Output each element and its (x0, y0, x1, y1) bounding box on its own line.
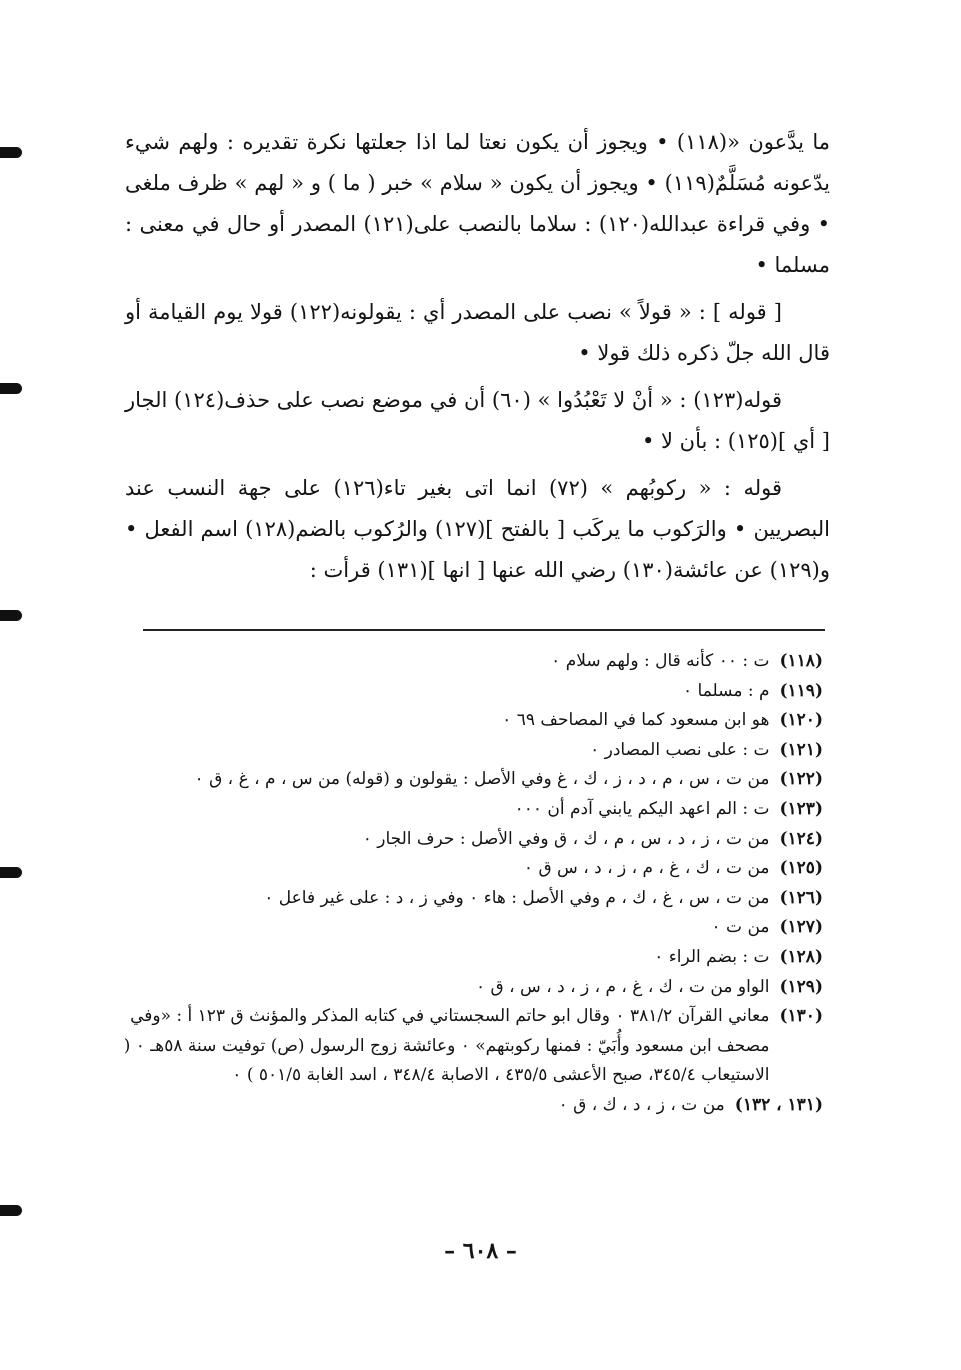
binding-mark (0, 867, 22, 878)
footnote (123, 913, 823, 943)
footnote-number: (١٢٤) (779, 828, 823, 849)
footnote-number: (١٢٥) (779, 858, 823, 879)
footnote-number: (١٣١ ، ١٣٢) (734, 1094, 823, 1115)
footnote-text: ت : على نصب المصادر ٠ (590, 739, 770, 760)
footnote-number: (١٢١) (779, 739, 823, 760)
footnote (123, 825, 823, 855)
footnote-number: (١٢٢) (779, 769, 823, 790)
footnote (123, 677, 823, 707)
main-text (125, 122, 830, 597)
binding-mark (0, 1205, 22, 1216)
footnote-text: من ت ، ك ، غ ، م ، ز ، د ، س ق ٠ (523, 858, 770, 879)
footnote-text: م : مسلما ٠ (682, 680, 770, 701)
binding-mark (0, 147, 22, 158)
footnote-text: الواو من ت ، ك ، غ ، م ، ز ، د ، س ، ق ٠ (476, 976, 770, 997)
paragraph: قوله : « ركوبُهم » (٧٢) انما اتى بغير تاء(١٢٦) على جهة النسب عند البصريين • والرَكوب ما يركَب [ بالفتح ](١٢٧) والرُكوب بالضم(١٢٨) اسم الفعل • و(١٢٩) عن عائشة(١٣٠) رضي الله عنها [ انها ](١٣١) قرأت : (125, 476, 830, 582)
footnote (123, 884, 823, 914)
footnote-number: (١٣٠) (779, 1006, 823, 1027)
footnote-text: ت : الم اعهد اليكم يابني آدم أن ٠٠٠ (514, 798, 770, 819)
paragraph: قوله(١٢٣) : « أنْ لا تَعْبُدُوا » (٦٠) أن في موضع نصب على حذف(١٢٤) الجار [ أي ](١٢٥) : بأن لا • (125, 388, 830, 453)
footnote-text: معاني القرآن ٣٨١/٢ ٠ وقال ابو حاتم السجستاني في كتابه المذكر والمؤنث ق ١٢٣ أ : «وفي مصحف ابن مسعود وأُبَيّ : فمنها ركوبتهم» ٠ وعائشة زوج الرسول (ص) توفيت سنة ٥٨هـ ٠ ( الاستيعاب ٣٤٥/٤، صبح الأعشى ٤٣٥/٥ ، الاصابة ٣٤٨/٤ ، اسد الغابة ٥٠١/٥ ) ٠ (123, 1006, 770, 1086)
footnote-number: (١١٨) (779, 651, 823, 671)
footnote-text: ت : ٠٠ كأنه قال : ولهم سلام ٠ (551, 651, 770, 671)
footnote-text: من ت ، س ، غ ، ك ، م وفي الأصل : هاء ٠ وفي ز ، د : على غير فاعل ٠ (264, 887, 770, 908)
footnote (123, 795, 823, 825)
paragraph: ما يدَّعون «(١١٨) • ويجوز أن يكون نعتا لما اذا جعلتها نكرة تقديره : ولهم شيء يدّعونه مُسَلَّمٌ(١١٩) • ويجوز أن يكون « سلام » خبر ( ما ) و « لهم » ظرف ملغى • وفي قراءة عبدالله(١٢٠) : سلاما بالنصب على(١٢١) المصدر أو حال في معنى : مسلما • (125, 130, 830, 277)
footnote-number: (١٢٩) (779, 976, 823, 997)
footnote-number: (١٢٦) (779, 887, 823, 908)
page-number: – ٦٠٨ – (444, 1238, 517, 1264)
footnote (123, 854, 823, 884)
footnote (123, 647, 823, 677)
footnote-text: من ت ٠ (711, 917, 770, 938)
footnote-text: من ت ، س ، م ، د ، ز ، ك ، غ وفي الأصل : يقولون و (قوله) من س ، م ، غ ، ق ٠ (194, 769, 770, 790)
footnote-number: (١٢٨) (779, 946, 823, 967)
footnote (123, 1002, 823, 1091)
footnote (123, 973, 823, 1003)
footnote-number: (١٢٣) (779, 798, 823, 819)
binding-mark (0, 610, 22, 621)
footnote-text: هو ابن مسعود كما في المصاحف ٦٩ ٠ (502, 710, 770, 731)
footnote-text: ت : بضم الراء ٠ (654, 946, 770, 967)
footnotes (123, 647, 823, 1121)
footnote-number: (١٢٠) (779, 710, 823, 731)
footnote-number: (١١٩) (779, 680, 823, 701)
footnote (123, 765, 823, 795)
footnote (123, 943, 823, 973)
footnote-separator (143, 629, 825, 631)
paragraph: [ قوله ] : « قولاً » نصب على المصدر أي : يقولونه(١٢٢) قولا يوم القيامة أو قال الله جلّ ذكره ذلك قولا • (125, 300, 830, 365)
footnote-text: من ت ، ز ، د ، ك ، ق ٠ (558, 1094, 725, 1115)
footnote (123, 736, 823, 766)
footnote (123, 1091, 823, 1121)
binding-mark (0, 383, 22, 394)
footnote-number: (١٢٧) (779, 917, 823, 938)
footnote-text: من ت ، ز ، د ، س ، م ، ك ، ق وفي الأصل : حرف الجار ٠ (362, 828, 770, 849)
footnote (123, 706, 823, 736)
